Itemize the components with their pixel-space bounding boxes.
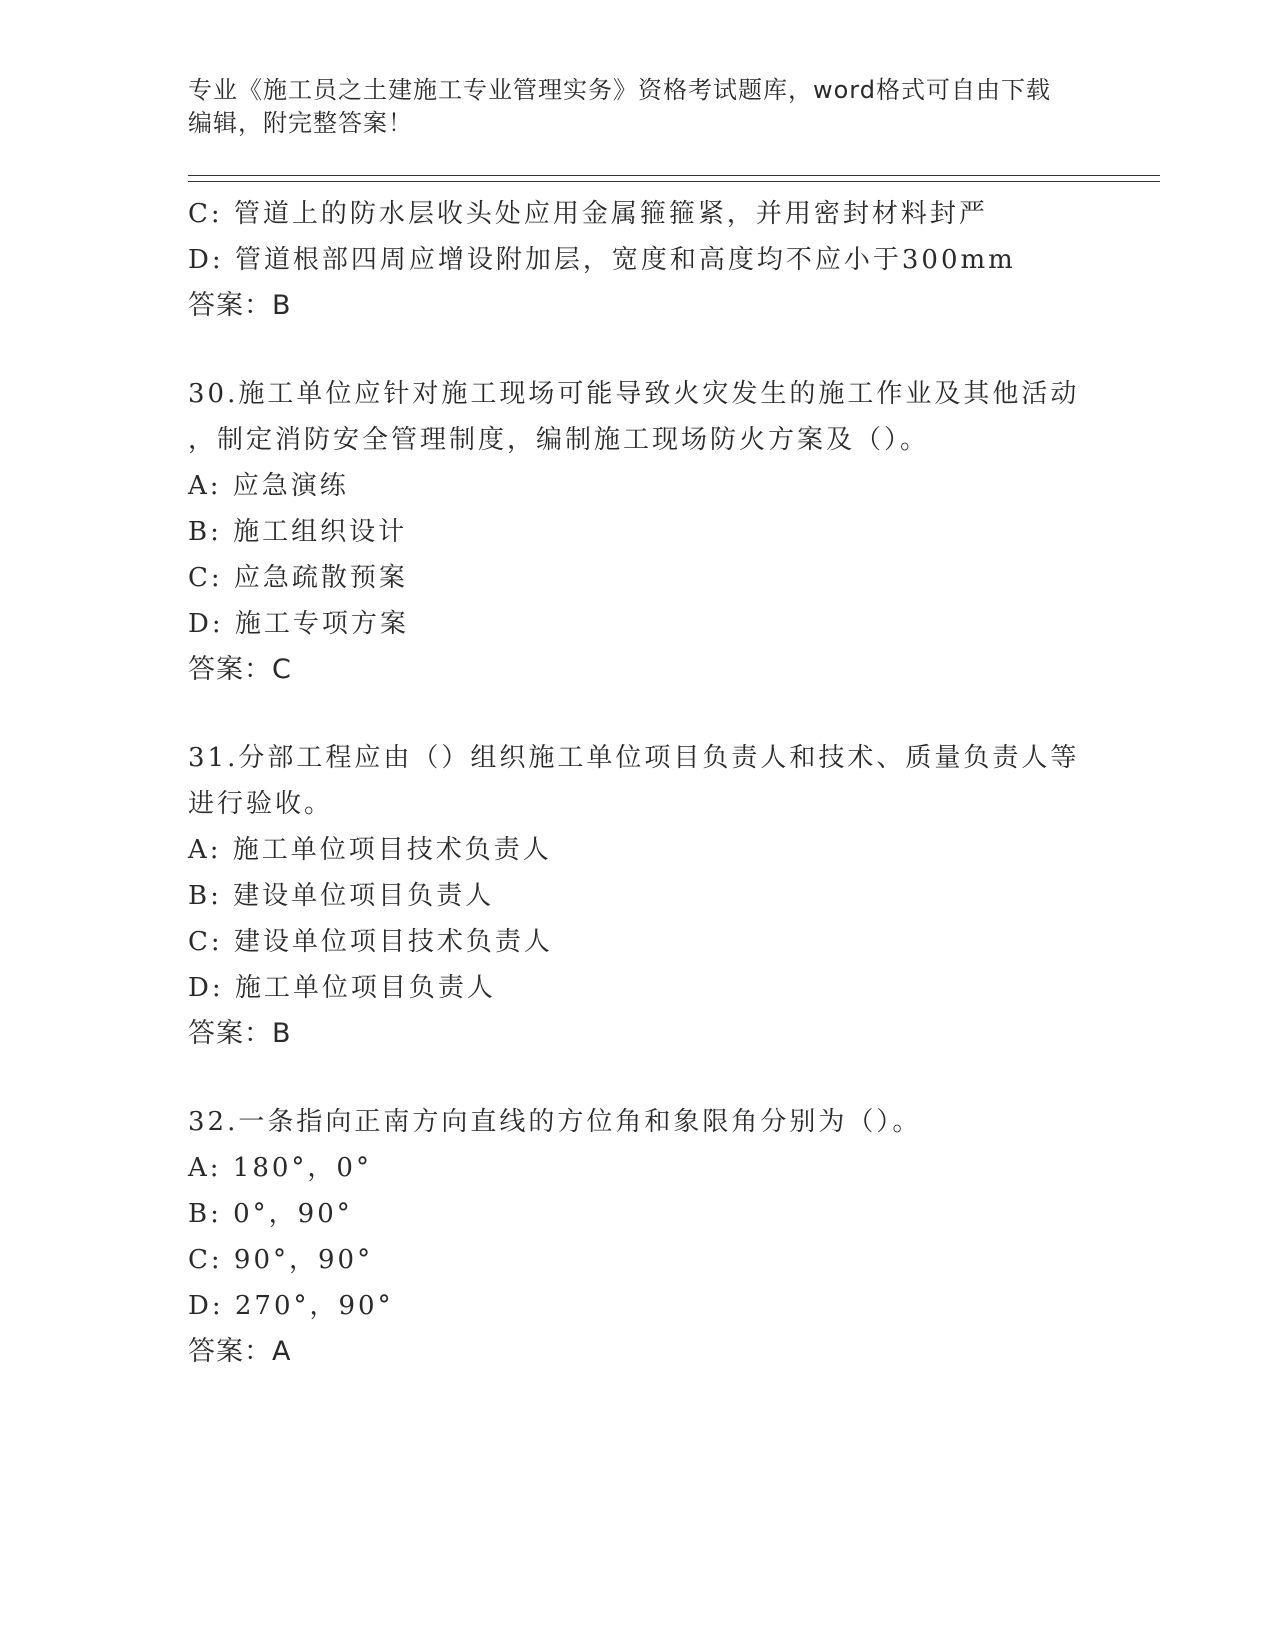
option-a: A: 应急演练	[188, 471, 349, 501]
question-30	[188, 371, 1088, 693]
document-header: 专业《施工员之土建施工专业管理实务》资格考试题库，word格式可自由下载编辑，附完整答案！	[188, 76, 1051, 137]
option-d: D: 施工单位项目负责人	[188, 973, 496, 1003]
option-c: C: 建设单位项目技术负责人	[188, 927, 553, 957]
question-31	[188, 735, 1088, 1057]
spacer	[188, 693, 1088, 735]
answer-label: 答案：B	[188, 290, 292, 321]
option-b: B: 0°，90°	[188, 1199, 353, 1229]
question-stem-continued: 进行验收。	[188, 789, 334, 819]
question-stem: 30.施工单位应针对施工现场可能导致火灾发生的施工作业及其他活动	[188, 379, 1080, 409]
answer-label: 答案：A	[188, 1336, 292, 1367]
answer-label: 答案：B	[188, 1018, 292, 1049]
header-divider-top	[188, 175, 1160, 176]
option-a: A: 施工单位项目技术负责人	[188, 835, 552, 865]
question-stem-continued: ，制定消防安全管理制度，编制施工现场防火方案及（）。	[188, 425, 930, 455]
spacer	[188, 1057, 1088, 1099]
header-divider-bottom	[188, 181, 1160, 182]
option-d: D: 管道根部四周应增设附加层，宽度和高度均不应小于300mm	[188, 245, 1016, 275]
question-stem: 31.分部工程应由（）组织施工单位项目负责人和技术、质量负责人等	[188, 743, 1080, 773]
question-32	[188, 1099, 1088, 1375]
question-29-tail	[188, 191, 1088, 329]
option-b: B: 建设单位项目负责人	[188, 881, 495, 911]
option-a: A: 180°，0°	[188, 1153, 372, 1183]
answer-label: 答案：C	[188, 654, 292, 685]
option-d: D: 270°，90°	[188, 1291, 394, 1321]
question-content	[188, 191, 1088, 1375]
option-c: C: 应急疏散预案	[188, 563, 408, 593]
option-c: C: 管道上的防水层收头处应用金属箍箍紧，并用密封材料封严	[188, 199, 988, 229]
spacer	[188, 329, 1088, 371]
option-d: D: 施工专项方案	[188, 609, 409, 639]
question-stem: 32.一条指向正南方向直线的方位角和象限角分别为（）。	[188, 1107, 922, 1137]
option-b: B: 施工组织设计	[188, 517, 408, 547]
option-c: C: 90°，90°	[188, 1245, 374, 1275]
